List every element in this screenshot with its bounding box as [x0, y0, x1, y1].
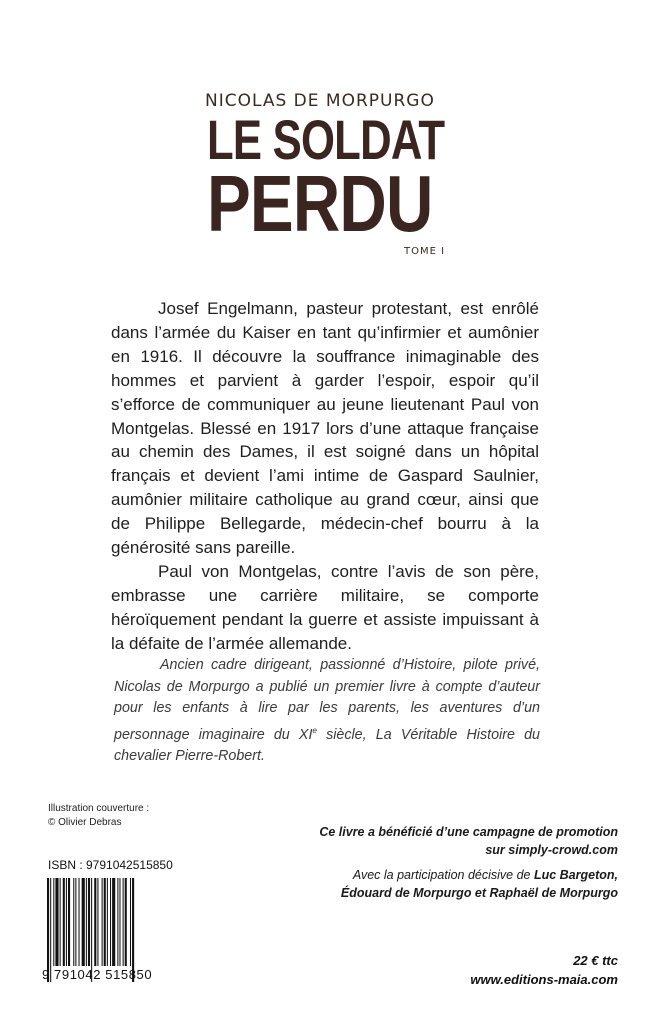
- barcode-bar: [119, 878, 120, 966]
- barcode-bar: [79, 878, 80, 966]
- illustration-credit: [48, 802, 149, 830]
- barcode-digits: 9 791042 515850: [42, 967, 153, 982]
- barcode-bar: [107, 878, 108, 966]
- barcode-bar: [88, 878, 90, 966]
- barcode-bar: [102, 878, 103, 966]
- author-bio: [114, 655, 540, 768]
- bio-text-end: siècle, La Véritable Histoire du chevalier Pierre-Robert.: [114, 726, 541, 765]
- barcode-bar: [112, 878, 115, 966]
- barcode-bar: [130, 878, 131, 966]
- barcode-bar: [60, 878, 61, 966]
- book-title-line-2: PERDU: [207, 159, 433, 248]
- barcode-bar: [86, 878, 87, 966]
- volume-label: TOME I: [404, 246, 446, 257]
- participation-intro: Avec la participation décisive de: [352, 868, 534, 882]
- barcode-bar: [110, 878, 111, 966]
- promotion-line-1: Ce livre a bénéficié d’une campagne de promotion: [319, 825, 618, 839]
- barcode-bar: [125, 878, 127, 966]
- barcode-bar: [55, 878, 58, 966]
- promotion-note: [298, 823, 618, 859]
- book-title-line-1: LE SOLDAT: [207, 108, 445, 171]
- isbn-label: ISBN : 9791042515850: [48, 858, 173, 872]
- participation-name-1: Luc Bargeton,: [533, 868, 618, 882]
- author-name: NICOLAS DE MORPURGO: [205, 91, 435, 111]
- bio-text-start: Ancien cadre dirigeant, passionné d’Histoire, pilote privé, Nicolas de Morpurgo a publié un premier livre à compte d’auteur pour les enfants à lire par les parents, les aventures d’un personnage imaginaire du XI: [114, 657, 540, 743]
- promotion-line-2: sur simply-crowd.com: [485, 843, 618, 857]
- barcode-bar: [104, 878, 106, 966]
- barcode-bar: [53, 878, 54, 966]
- barcode-bar: [63, 878, 65, 966]
- illustration-artist: © Olivier Debras: [48, 817, 122, 828]
- barcode-bar: [66, 878, 67, 966]
- book-summary: [111, 297, 539, 656]
- barcode-bar: [123, 878, 124, 966]
- barcode-bar: [97, 878, 98, 966]
- barcode-bar: [94, 878, 96, 966]
- barcode-bar: [75, 878, 76, 966]
- summary-paragraph-2: Paul von Montgelas, contre l’avis de son père, embrasse une carrière militaire, se comporte héroïquement pendant la guerre et assiste impuissant à la défaite de l’armée allemande.: [111, 561, 539, 653]
- illustration-label: Illustration couverture :: [48, 803, 150, 814]
- barcode-bar: [82, 878, 85, 966]
- participation-note: [278, 866, 618, 902]
- barcode-bar: [73, 878, 74, 966]
- publisher-website: www.editions-maia.com: [470, 972, 618, 987]
- summary-paragraph-1: Josef Engelmann, pasteur protestant, est enrôlé dans l’armée du Kaiser en tant qu’infirmier et aumônier en 1916. Il découvre la souffrance inimaginable des hommes et parvient à garder l’espoir, espoir qu’il s’efforce de communiquer au jeune lieutenant Paul von Montgelas. Blessé en 1917 lors d’une attaque française au chemin des Dames, il est soigné dans un hôpital français et devient l’ami intime de Gaspard Saulnier, aumônier militaire catholique au grand cœur, ainsi que de Philippe Bellegarde, médecin-chef bourru à la générosité sans pareille.: [111, 299, 539, 558]
- barcode-bar: [68, 878, 70, 966]
- participation-names-2: Édouard de Morpurgo et Raphaël de Morpurgo: [340, 886, 618, 900]
- bio-superscript: e: [312, 725, 317, 735]
- price: 22 € ttc: [573, 953, 618, 968]
- barcode-bar: [117, 878, 118, 966]
